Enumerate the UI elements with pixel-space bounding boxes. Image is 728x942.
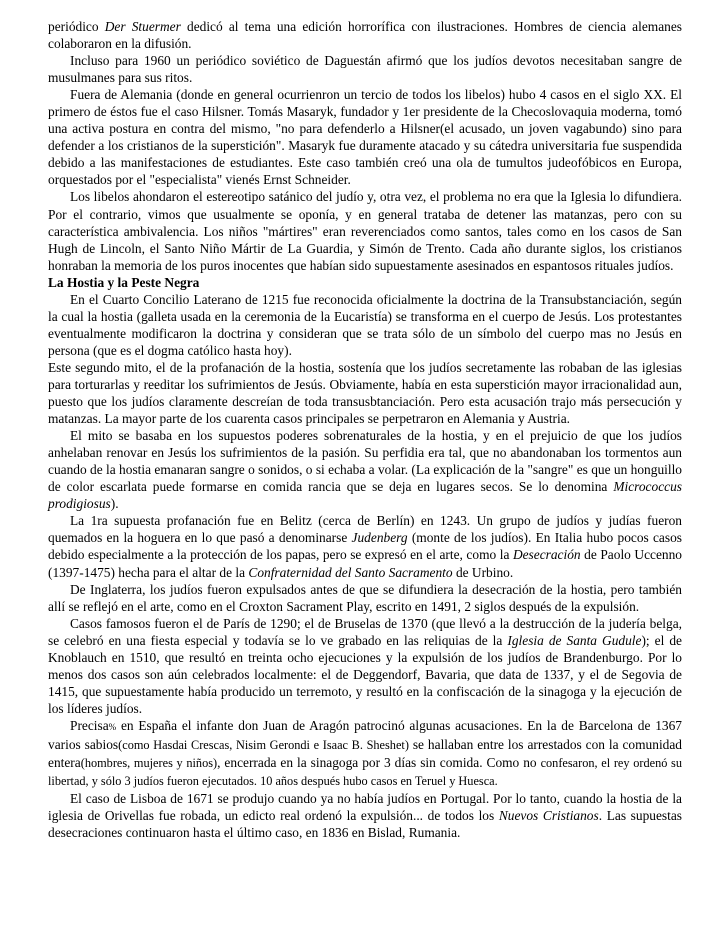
paragraph-7 bbox=[48, 427, 682, 512]
italic-term: Desecración bbox=[512, 547, 581, 563]
text-run: de Paolo Uccenno (1397-1475) hecha para el altar de la bbox=[48, 547, 682, 580]
italic-term: Judenberg bbox=[351, 530, 408, 546]
italic-term: Micrococcus prodigiosus bbox=[48, 479, 682, 512]
text-run: ); el de Knoblauch en 1510, que resultó en treinta ocho ejecuciones y la expulsión de los judíos de Brandenburgo. Por lo menos dos casos son aún celebrados localmente: el de Deggendorf, Bavaria, que data de 1337, y el de Segovia de 1415, que supuestamente había producido un terremoto, y resultó en la confiscación de la sinagoga y la ejecución de los líderes judíos. bbox=[48, 632, 682, 716]
text-run: dedicó al tema una edición horrorífica con ilustraciones. Hombres de ciencia alemanes colaboraron en la difusión. bbox=[48, 19, 682, 52]
text-run: El caso de Lisboa de 1671 se produjo cuando ya no había judíos en Portugal. Por lo tanto, cuando la hostia de la iglesia de Orivellas fue robada, un edicto real ordenó la expulsión... de todos los bbox=[48, 791, 682, 824]
text-run: . Las supuestas desecraciones continuaron hasta el último caso, en 1836 en Bislad, Rumania. bbox=[48, 808, 682, 841]
text-run: periódico bbox=[48, 19, 105, 34]
italic-term: Iglesia de Santa Gudule bbox=[507, 632, 642, 648]
paragraph-1 bbox=[48, 18, 682, 52]
small-text: (como Hasdai Crescas, Nisim Gerondi e Isaac B. Sheshet) bbox=[118, 737, 409, 752]
text-run: (monte de los judíos). En Italia hubo pocos casos debido especialmente a la protección de los papas, pero se expresó en el arte, como la bbox=[48, 530, 682, 563]
small-text: (hombres, mujeres y niños) bbox=[80, 756, 218, 771]
text-run: se hallaban entre los arrestados con la comunidad entera bbox=[48, 736, 682, 771]
italic-term: Nuevos Cristianos bbox=[498, 808, 599, 824]
text-run: , encerrada en la sinagoga por 3 días sin comida. Como no bbox=[217, 755, 541, 771]
paragraph-10 bbox=[48, 615, 682, 717]
italic-title: Der Stuermer bbox=[104, 19, 181, 34]
paragraph-9: De Inglaterra, los judíos fueron expulsados antes de que se difundiera la desecración de la hostia, pero también allí se reflejó en el arte, como en el Croxton Sacrament Play, escrito en 1491, 2 siglos después de la expulsión. bbox=[48, 581, 682, 614]
paragraph-5: En el Cuarto Concilio Laterano de 1215 fue reconocida oficialmente la doctrina de la Transubstanciación, según la cual la hostia (galleta usada en la ceremonia de la Eucaristía) se transforma en el cuerpo de Jesús. Los protestantes eventualmente modificaron la doctrina y consideran que se trata sólo de un símbolo del cuerpo mas no Jesús en persona (que es el dogma católico hasta hoy). bbox=[48, 291, 682, 358]
italic-term: Confraternidad del Santo Sacramento bbox=[248, 564, 453, 580]
small-mark: % bbox=[108, 721, 117, 732]
text-run: Precisa bbox=[70, 717, 109, 733]
paragraph-11 bbox=[48, 717, 682, 790]
text-run: Casos famosos fueron el de París de 1290; el de Bruselas de 1370 (que llevó a la destrucción de la judería belga, se celebró en una fiesta especial y todavía se lo ve grabado en las reliquias de la bbox=[48, 615, 682, 648]
text-run: El mito se basaba en los supuestos poderes sobrenaturales de la hostia, y en el prejuicio de que los judíos anhelaban renovar en Jesús los sufrimientos de la pasión. Su perfidia era tal, que no abandonaban los tormentos aun cuando de la hostia emanaran sangre o sonidos, o si echaba a volar. (La explicación de la "sangre" es que un honguillo de color escarlata puede formarse en comida rancia que se deja en lugares secos. Se lo denomina bbox=[48, 428, 682, 495]
text-run: ). bbox=[110, 496, 119, 512]
paragraph-12 bbox=[48, 790, 682, 841]
text-run: La 1ra supuesta profanación fue en Belitz (cerca de Berlín) en 1243. Un grupo de judíos y judías fueron quemados en la hoguera en lo que pasó a denominarse bbox=[48, 513, 682, 546]
text-run: de Urbino. bbox=[452, 564, 514, 580]
paragraph-4: Los libelos ahondaron el estereotipo satánico del judío y, otra vez, el problema no era que la Iglesia lo difundiera. Por el contrario, vimos que usualmente se oponía, y en general trataba de detener las matanzas, pero con su característica ambivalencia. Los niños "mártires" eran reverenciados como santos, tales como en los casos de San Hugh de Lincoln, el Santo Niño Mártir de La Guardia, y Simón de Trento. Cada año durante siglos, los cristianos honraban la memoria de los puros inocentes que habían sido supuestamente asesinados en espantosos rituales judíos. bbox=[48, 189, 682, 273]
section-heading: La Hostia y la Peste Negra bbox=[48, 274, 200, 290]
small-text: confesaron, el rey ordenó su libertad, y sólo 3 judíos fueron ejecutados. 10 años después hubo casos en Teruel y Huesca. bbox=[48, 756, 682, 789]
paragraph-8 bbox=[48, 512, 682, 580]
text-run: en España el infante don Juan de Aragón patrocinó algunas acusaciones. En la de Barcelona de 1367 varios sabios bbox=[48, 717, 682, 752]
paragraph-3: Fuera de Alemania (donde en general ocurrienron un tercio de todos los libelos) hubo 4 casos en el siglo XX. El primero de éstos fue el caso Hilsner. Tomás Masaryk, fundador y 1er presidente de la Checoslovaquia moderna, tomó una activa postura en contra del mismo, "no para defenderlo a Hilsner(el acusado, un joven vagabundo) sino para defender a los cristianos de la superstición". Masaryk fue duramente atacado y su cátedra universitaria fue suspendida debido a las manifestaciones de estudiantes. Este caso también creó una ola de tumultos judeofóbicos en Europa, orquestados por el "especialista" vienés Ernst Schneider. bbox=[48, 87, 682, 188]
paragraph-6: Este segundo mito, el de la profanación de la hostia, sostenía que los judíos secretamente las robaban de las iglesias para torturarlas y reeditar los sufrimientos de Jesús. Obviamente, había en esta superstición mayor irracionalidad aun, puesto que los judíos claramente descreían de toda transusbtanciación. Pero esta acusación trajo más persecución y matanzas. La mayor parte de los cuarenta casos principales se perpetraron en Alemania y Austria. bbox=[48, 359, 682, 427]
paragraph-2: Incluso para 1960 un periódico soviético de Daguestán afirmó que los judíos devotos necesitaban sangre de musulmanes para sus ritos. bbox=[48, 53, 682, 86]
